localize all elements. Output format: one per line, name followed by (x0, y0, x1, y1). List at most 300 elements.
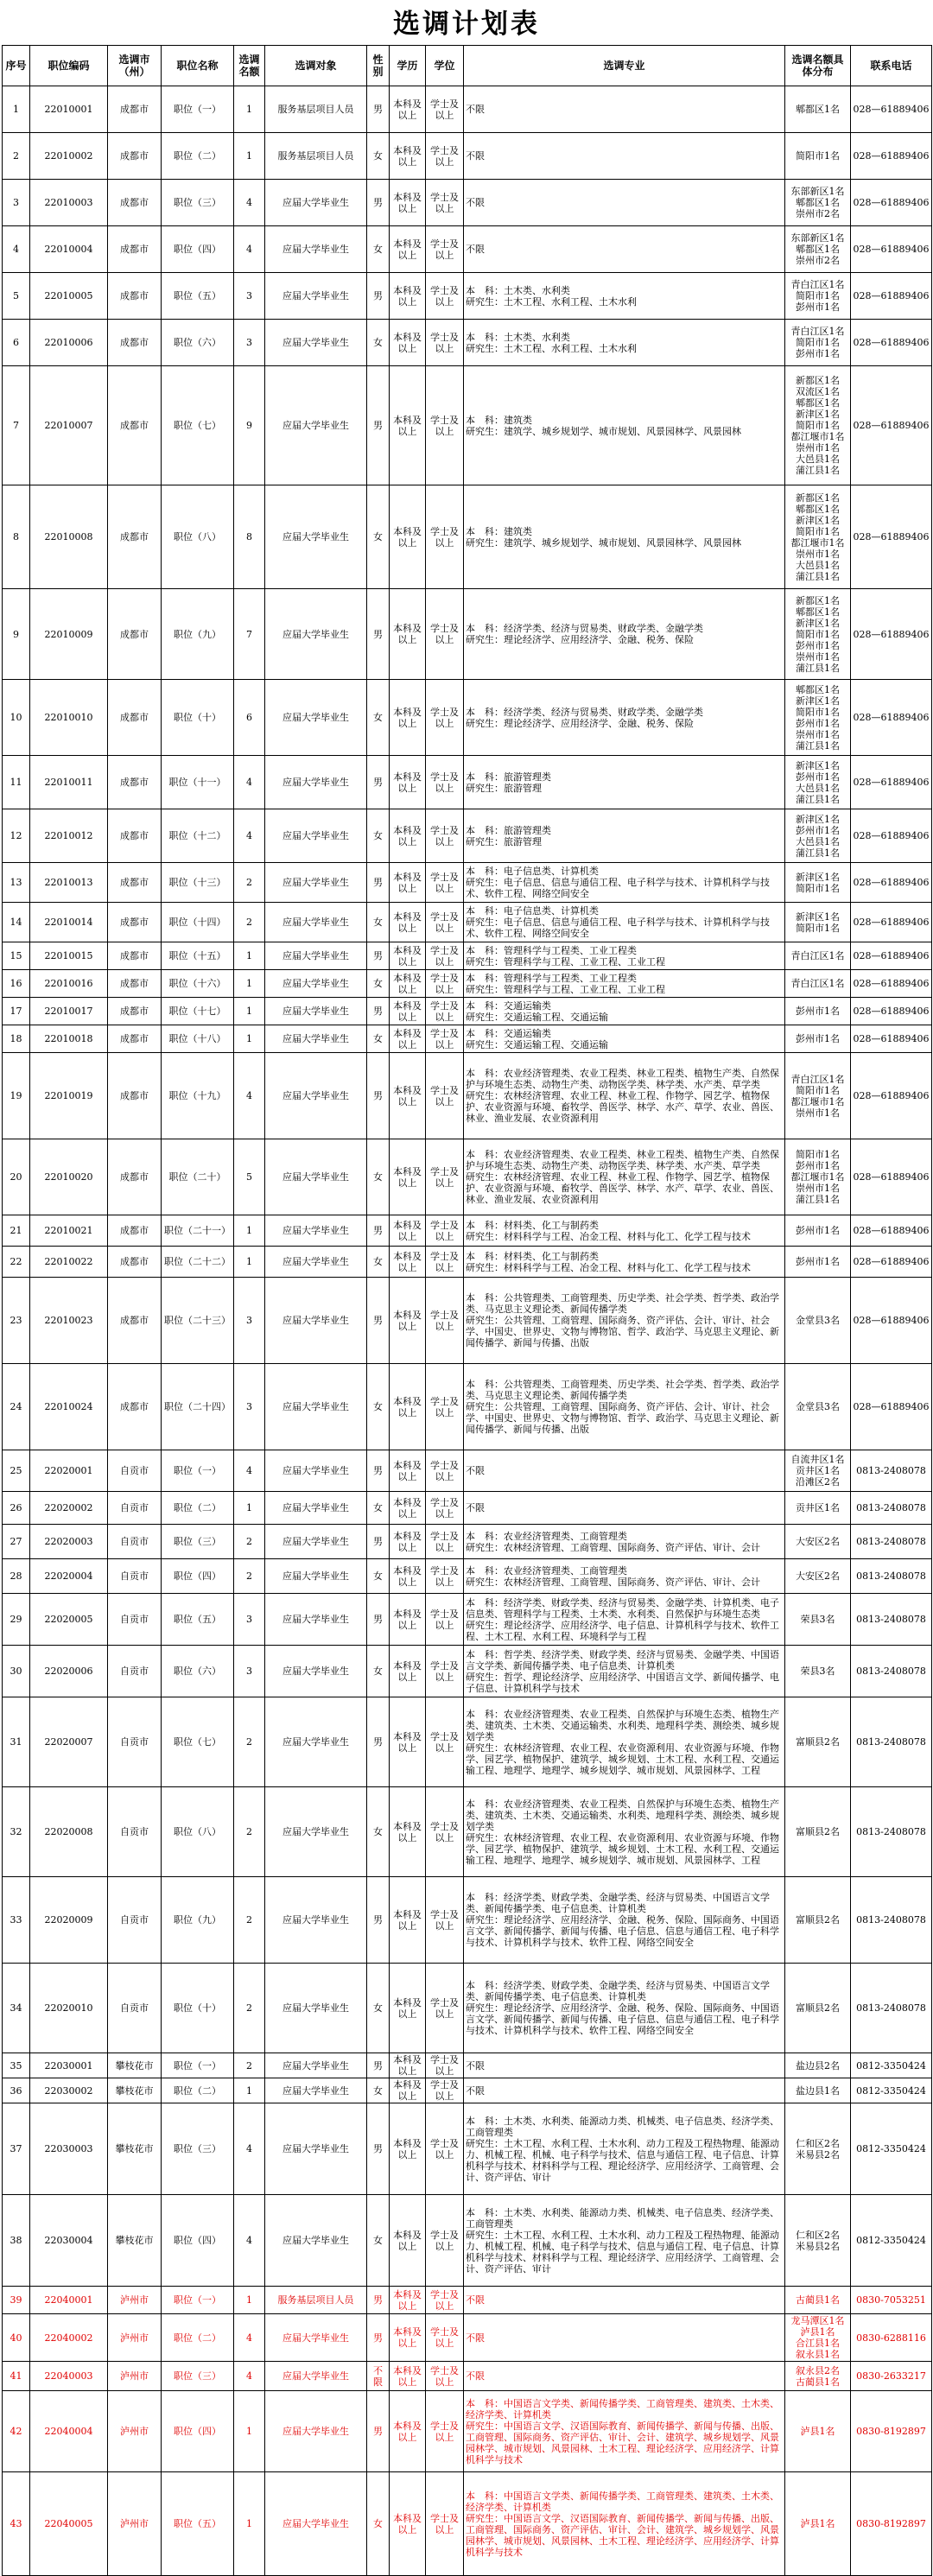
cell-row-no: 33 (3, 1877, 30, 1964)
cell-target: 应届大学毕业生 (265, 2362, 367, 2391)
header-sex: 性别 (367, 46, 390, 86)
cell-city: 自贡市 (108, 1646, 162, 1697)
cell-row-no: 23 (3, 1278, 30, 1364)
cell-major: 本 科：经济学类、财政学类、经济与贸易类、金融学类、计算机类、电子信息类、管理科学与工程类、土木类、水利类、自然保护与环境生态类 研究生：理论经济学、应用经济学、电子信息、计算机科学与技术、软件工程、土木工程、水利工程、环境科学与工程 (464, 1594, 785, 1646)
cell-distribution: 郫都区1名 (785, 86, 851, 133)
cell-quota: 3 (234, 1646, 265, 1697)
cell-education: 本科及以上 (390, 1450, 426, 1492)
cell-target: 应届大学毕业生 (265, 1450, 367, 1492)
cell-target: 应届大学毕业生 (265, 903, 367, 942)
cell-city: 自贡市 (108, 1525, 162, 1559)
cell-major: 不限 (464, 86, 785, 133)
cell-phone: 0830-8192897 (851, 2391, 932, 2472)
cell-major: 不限 (464, 2078, 785, 2103)
cell-position-code: 22010013 (30, 863, 108, 903)
table-row (3, 2287, 932, 2314)
cell-position-code: 22010021 (30, 1215, 108, 1247)
cell-degree: 学士及以上 (426, 998, 464, 1025)
cell-row-no: 26 (3, 1492, 30, 1525)
cell-row-no: 1 (3, 86, 30, 133)
cell-degree: 学士及以上 (426, 1278, 464, 1364)
table-row (3, 1697, 932, 1787)
cell-sex: 男 (367, 2391, 390, 2472)
cell-position-code: 22010015 (30, 942, 108, 970)
cell-sex: 男 (367, 273, 390, 320)
cell-degree: 学士及以上 (426, 2472, 464, 2576)
cell-degree: 学士及以上 (426, 1787, 464, 1877)
cell-phone: 0813-2408078 (851, 1646, 932, 1697)
cell-city: 泸州市 (108, 2472, 162, 2576)
cell-phone: 0813-2408078 (851, 1525, 932, 1559)
cell-row-no: 18 (3, 1025, 30, 1053)
cell-education: 本科及以上 (390, 756, 426, 809)
cell-city: 泸州市 (108, 2362, 162, 2391)
table-row (3, 1364, 932, 1450)
cell-position-code: 22010020 (30, 1139, 108, 1215)
cell-quota: 1 (234, 998, 265, 1025)
cell-target: 应届大学毕业生 (265, 1215, 367, 1247)
cell-position-code: 22010009 (30, 589, 108, 680)
cell-education: 本科及以上 (390, 226, 426, 273)
table-row (3, 1450, 932, 1492)
cell-row-no: 16 (3, 970, 30, 998)
cell-city: 成都市 (108, 485, 162, 589)
cell-position-name: 职位（五） (162, 1594, 234, 1646)
cell-distribution: 金堂县3名 (785, 1278, 851, 1364)
cell-sex: 男 (367, 589, 390, 680)
cell-phone: 028—61889406 (851, 970, 932, 998)
cell-degree: 学士及以上 (426, 226, 464, 273)
cell-sex: 女 (367, 1964, 390, 2053)
cell-position-code: 22040003 (30, 2362, 108, 2391)
cell-education: 本科及以上 (390, 2287, 426, 2314)
cell-phone: 0813-2408078 (851, 1787, 932, 1877)
cell-target: 应届大学毕业生 (265, 809, 367, 863)
cell-row-no: 42 (3, 2391, 30, 2472)
table-row (3, 756, 932, 809)
cell-city: 泸州市 (108, 2287, 162, 2314)
cell-education: 本科及以上 (390, 1525, 426, 1559)
cell-phone: 028—61889406 (851, 756, 932, 809)
cell-city: 攀枝花市 (108, 2078, 162, 2103)
cell-sex: 不限 (367, 2362, 390, 2391)
cell-position-name: 职位（二） (162, 2078, 234, 2103)
cell-target: 应届大学毕业生 (265, 2195, 367, 2287)
cell-distribution: 东部新区1名 郫都区1名 崇州市2名 (785, 226, 851, 273)
cell-education: 本科及以上 (390, 1559, 426, 1594)
cell-position-name: 职位（十八） (162, 1025, 234, 1053)
cell-distribution: 彭州市1名 (785, 1247, 851, 1278)
cell-target: 应届大学毕业生 (265, 2391, 367, 2472)
cell-distribution: 新津区1名 简阳市1名 (785, 863, 851, 903)
cell-row-no: 15 (3, 942, 30, 970)
cell-sex: 女 (367, 970, 390, 998)
cell-degree: 学士及以上 (426, 2053, 464, 2078)
cell-major: 不限 (464, 2287, 785, 2314)
table-row (3, 133, 932, 180)
cell-distribution: 新津区1名 简阳市1名 (785, 903, 851, 942)
cell-quota: 4 (234, 2195, 265, 2287)
cell-position-code: 22010008 (30, 485, 108, 589)
cell-degree: 学士及以上 (426, 756, 464, 809)
cell-sex: 女 (367, 2472, 390, 2576)
cell-quota: 1 (234, 1025, 265, 1053)
cell-position-name: 职位（三） (162, 180, 234, 226)
cell-city: 成都市 (108, 680, 162, 756)
cell-city: 自贡市 (108, 1450, 162, 1492)
cell-row-no: 10 (3, 680, 30, 756)
cell-distribution: 富顺县2名 (785, 1964, 851, 2053)
cell-degree: 学士及以上 (426, 1964, 464, 2053)
cell-education: 本科及以上 (390, 1278, 426, 1364)
cell-sex: 男 (367, 863, 390, 903)
table-row (3, 680, 932, 756)
table-row (3, 2195, 932, 2287)
cell-distribution: 简阳市1名 (785, 133, 851, 180)
cell-education: 本科及以上 (390, 2103, 426, 2195)
cell-major: 本 科：农业经济管理类、农业工程类、林业工程类、植物生产类、自然保护与环境生态类、动物生产类、动物医学类、林学类、水产类、草学类 研究生：农林经济管理、农业工程、林业工程、作物学、园艺学、植物保护、农业资源与环境、畜牧学、兽医学、林学、水产、草学、农业、兽医、林业、渔业发展、农业资源利用 (464, 1139, 785, 1215)
cell-position-name: 职位（十三） (162, 863, 234, 903)
cell-position-name: 职位（七） (162, 366, 234, 485)
cell-position-code: 22010010 (30, 680, 108, 756)
cell-major: 本 科：建筑类 研究生：建筑学、城乡规划学、城市规划、风景园林学、风景园林 (464, 485, 785, 589)
cell-education: 本科及以上 (390, 589, 426, 680)
cell-row-no: 3 (3, 180, 30, 226)
cell-degree: 学士及以上 (426, 1646, 464, 1697)
cell-education: 本科及以上 (390, 942, 426, 970)
cell-degree: 学士及以上 (426, 2314, 464, 2362)
cell-row-no: 6 (3, 320, 30, 366)
cell-quota: 3 (234, 1364, 265, 1450)
cell-city: 攀枝花市 (108, 2103, 162, 2195)
table-row (3, 1278, 932, 1364)
cell-position-name: 职位（一） (162, 2287, 234, 2314)
cell-distribution: 青白江区1名 (785, 970, 851, 998)
cell-target: 应届大学毕业生 (265, 1559, 367, 1594)
cell-phone: 028—61889406 (851, 86, 932, 133)
cell-position-code: 22030001 (30, 2053, 108, 2078)
cell-phone: 0813-2408078 (851, 1697, 932, 1787)
cell-position-name: 职位（二十一） (162, 1215, 234, 1247)
cell-position-code: 22010002 (30, 133, 108, 180)
cell-city: 成都市 (108, 970, 162, 998)
cell-position-name: 职位（四） (162, 1559, 234, 1594)
cell-quota: 8 (234, 485, 265, 589)
cell-sex: 女 (367, 1247, 390, 1278)
cell-education: 本科及以上 (390, 2053, 426, 2078)
table-row (3, 1139, 932, 1215)
cell-phone: 0813-2408078 (851, 1964, 932, 2053)
cell-phone: 028—61889406 (851, 680, 932, 756)
cell-city: 成都市 (108, 133, 162, 180)
cell-sex: 女 (367, 226, 390, 273)
cell-city: 成都市 (108, 1215, 162, 1247)
cell-major: 本 科：交通运输类 研究生：交通运输工程、交通运输 (464, 1025, 785, 1053)
cell-major: 本 科：经济学类、财政学类、金融学类、经济与贸易类、中国语言文学类、新闻传播学类、电子信息类、计算机类 研究生：理论经济学、应用经济学、金融、税务、保险、国际商务、中国语言文学、新闻传播学、新闻与传播、电子信息、信息与通信工程、电子科学与技术、计算机科学与技术、软件工程、网络空间安全 (464, 1964, 785, 2053)
cell-distribution: 彭州市1名 (785, 998, 851, 1025)
cell-quota: 2 (234, 863, 265, 903)
table-row (3, 180, 932, 226)
cell-sex: 女 (367, 1139, 390, 1215)
cell-position-name: 职位（四） (162, 2195, 234, 2287)
cell-phone: 0830-2633217 (851, 2362, 932, 2391)
cell-sex: 男 (367, 1278, 390, 1364)
cell-quota: 3 (234, 1278, 265, 1364)
cell-degree: 学士及以上 (426, 1215, 464, 1247)
cell-quota: 3 (234, 273, 265, 320)
cell-position-code: 22010022 (30, 1247, 108, 1278)
cell-quota: 2 (234, 1877, 265, 1964)
cell-phone: 028—61889406 (851, 1278, 932, 1364)
cell-distribution: 盐边县2名 (785, 2053, 851, 2078)
cell-sex: 男 (367, 998, 390, 1025)
cell-quota: 2 (234, 2053, 265, 2078)
cell-quota: 4 (234, 2314, 265, 2362)
cell-quota: 4 (234, 756, 265, 809)
cell-city: 成都市 (108, 998, 162, 1025)
cell-city: 自贡市 (108, 1877, 162, 1964)
cell-city: 自贡市 (108, 1559, 162, 1594)
cell-quota: 2 (234, 1525, 265, 1559)
cell-row-no: 14 (3, 903, 30, 942)
cell-degree: 学士及以上 (426, 180, 464, 226)
cell-education: 本科及以上 (390, 2391, 426, 2472)
cell-degree: 学士及以上 (426, 903, 464, 942)
cell-quota: 1 (234, 942, 265, 970)
cell-position-code: 22020010 (30, 1964, 108, 2053)
cell-position-code: 22010016 (30, 970, 108, 998)
cell-education: 本科及以上 (390, 1492, 426, 1525)
table-row (3, 970, 932, 998)
cell-education: 本科及以上 (390, 1594, 426, 1646)
table-row (3, 1525, 932, 1559)
cell-major: 本 科：土木类、水利类、能源动力类、机械类、电子信息类、经济学类、工商管理类 研究生：土木工程、水利工程、土木水利、动力工程及工程热物理、能源动力、机械工程、机械、电子科学与技术、信息与通信工程、电子信息、计算机科学与技术、材料科学与工程、理论经济学、应用经济学、工商管理、会计、资产评估、审计 (464, 2195, 785, 2287)
cell-row-no: 13 (3, 863, 30, 903)
cell-degree: 学士及以上 (426, 86, 464, 133)
table-row (3, 1646, 932, 1697)
cell-row-no: 40 (3, 2314, 30, 2362)
table-row (3, 1025, 932, 1053)
cell-phone: 0813-2408078 (851, 1450, 932, 1492)
cell-quota: 4 (234, 809, 265, 863)
header-phone: 联系电话 (851, 46, 932, 86)
table-row (3, 2362, 932, 2391)
cell-sex: 男 (367, 1053, 390, 1139)
cell-education: 本科及以上 (390, 1646, 426, 1697)
cell-degree: 学士及以上 (426, 680, 464, 756)
cell-position-name: 职位（十） (162, 680, 234, 756)
cell-target: 应届大学毕业生 (265, 1594, 367, 1646)
cell-quota: 2 (234, 1964, 265, 2053)
cell-distribution: 新津区1名 彭州市1名 大邑县1名 蒲江县1名 (785, 756, 851, 809)
cell-position-code: 22020006 (30, 1646, 108, 1697)
cell-distribution: 青白江区1名 简阳市1名 都江堰市1名 崇州市1名 (785, 1053, 851, 1139)
cell-target: 应届大学毕业生 (265, 756, 367, 809)
cell-position-code: 22020007 (30, 1697, 108, 1787)
table-row (3, 226, 932, 273)
cell-degree: 学士及以上 (426, 809, 464, 863)
cell-row-no: 29 (3, 1594, 30, 1646)
cell-education: 本科及以上 (390, 903, 426, 942)
cell-quota: 1 (234, 2472, 265, 2576)
cell-quota: 1 (234, 2287, 265, 2314)
cell-position-code: 22020003 (30, 1525, 108, 1559)
cell-target: 应届大学毕业生 (265, 2103, 367, 2195)
cell-quota: 4 (234, 1450, 265, 1492)
cell-position-code: 22020009 (30, 1877, 108, 1964)
cell-quota: 4 (234, 2362, 265, 2391)
cell-phone: 0830-7053251 (851, 2287, 932, 2314)
cell-phone: 0812-3350424 (851, 2103, 932, 2195)
header-city: 选调市（州） (108, 46, 162, 86)
cell-distribution: 叙永县2名 古蔺县1名 (785, 2362, 851, 2391)
cell-degree: 学士及以上 (426, 1139, 464, 1215)
table-row (3, 366, 932, 485)
cell-city: 成都市 (108, 1278, 162, 1364)
table-row (3, 942, 932, 970)
table-row (3, 86, 932, 133)
cell-distribution: 盐边县1名 (785, 2078, 851, 2103)
cell-target: 应届大学毕业生 (265, 180, 367, 226)
cell-distribution: 新都区1名 双流区1名 郫都区1名 新津区1名 简阳市1名 都江堰市1名 崇州市1名 大邑县1名 蒲江县1名 (785, 366, 851, 485)
cell-target: 应届大学毕业生 (265, 2472, 367, 2576)
cell-distribution: 富顺县2名 (785, 1877, 851, 1964)
cell-city: 泸州市 (108, 2314, 162, 2362)
table-row (3, 998, 932, 1025)
cell-sex: 男 (367, 180, 390, 226)
cell-target: 应届大学毕业生 (265, 1364, 367, 1450)
cell-target: 应届大学毕业生 (265, 1025, 367, 1053)
cell-position-code: 22020008 (30, 1787, 108, 1877)
cell-education: 本科及以上 (390, 1787, 426, 1877)
cell-row-no: 24 (3, 1364, 30, 1450)
cell-row-no: 4 (3, 226, 30, 273)
cell-major: 本 科：经济学类、财政学类、金融学类、经济与贸易类、中国语言文学类、新闻传播学类、电子信息类、计算机类 研究生：理论经济学、应用经济学、金融、税务、保险、国际商务、中国语言文学、新闻传播学、新闻与传播、电子信息、信息与通信工程、电子科学与技术、计算机科学与技术、软件工程、网络空间安全 (464, 1877, 785, 1964)
cell-target: 应届大学毕业生 (265, 970, 367, 998)
cell-major: 不限 (464, 2053, 785, 2078)
cell-position-name: 职位（八） (162, 485, 234, 589)
cell-row-no: 37 (3, 2103, 30, 2195)
table-row (3, 1787, 932, 1877)
cell-position-code: 22040001 (30, 2287, 108, 2314)
cell-quota: 1 (234, 2391, 265, 2472)
cell-phone: 0813-2408078 (851, 1594, 932, 1646)
cell-major: 本 科：土木类、水利类 研究生：土木工程、水利工程、土木水利 (464, 320, 785, 366)
cell-sex: 女 (367, 680, 390, 756)
cell-city: 成都市 (108, 1364, 162, 1450)
cell-row-no: 32 (3, 1787, 30, 1877)
cell-distribution: 龙马潭区1名 泸县1名 合江县1名 叙永县1名 (785, 2314, 851, 2362)
cell-major: 本 科：材料类、化工与制药类 研究生：材料科学与工程、冶金工程、材料与化工、化学工程与技术 (464, 1215, 785, 1247)
cell-target: 应届大学毕业生 (265, 1787, 367, 1877)
cell-phone: 028—61889406 (851, 903, 932, 942)
cell-quota: 4 (234, 1053, 265, 1139)
plan-table (2, 45, 932, 2576)
cell-phone: 0830-6288116 (851, 2314, 932, 2362)
page (2, 0, 931, 2576)
cell-sex: 女 (367, 1559, 390, 1594)
cell-sex: 男 (367, 86, 390, 133)
cell-education: 本科及以上 (390, 1247, 426, 1278)
cell-phone: 028—61889406 (851, 485, 932, 589)
cell-position-code: 22030002 (30, 2078, 108, 2103)
cell-city: 自贡市 (108, 1697, 162, 1787)
cell-position-name: 职位（九） (162, 1877, 234, 1964)
cell-major: 本 科：农业经济管理类、农业工程类、林业工程类、植物生产类、自然保护与环境生态类、动物生产类、动物医学类、林学类、水产类、草学类 研究生：农林经济管理、农业工程、林业工程、作物学、园艺学、植物保护、农业资源与环境、畜牧学、兽医学、林学、水产、草学、农业、兽医、林业、渔业发展、农业资源利用 (464, 1053, 785, 1139)
table-row (3, 1559, 932, 1594)
cell-city: 成都市 (108, 903, 162, 942)
cell-row-no: 5 (3, 273, 30, 320)
cell-degree: 学士及以上 (426, 366, 464, 485)
table-row (3, 903, 932, 942)
cell-major: 本 科：旅游管理类 研究生：旅游管理 (464, 809, 785, 863)
cell-sex: 男 (367, 1450, 390, 1492)
table-row (3, 809, 932, 863)
cell-row-no: 19 (3, 1053, 30, 1139)
cell-education: 本科及以上 (390, 320, 426, 366)
cell-education: 本科及以上 (390, 680, 426, 756)
cell-sex: 男 (367, 756, 390, 809)
cell-target: 应届大学毕业生 (265, 942, 367, 970)
cell-quota: 1 (234, 1247, 265, 1278)
cell-position-name: 职位（九） (162, 589, 234, 680)
cell-degree: 学士及以上 (426, 1364, 464, 1450)
cell-position-name: 职位（二） (162, 1492, 234, 1525)
cell-education: 本科及以上 (390, 2472, 426, 2576)
cell-quota: 1 (234, 1492, 265, 1525)
cell-target: 应届大学毕业生 (265, 1053, 367, 1139)
cell-position-name: 职位（六） (162, 1646, 234, 1697)
cell-position-name: 职位（十九） (162, 1053, 234, 1139)
cell-education: 本科及以上 (390, 1364, 426, 1450)
cell-education: 本科及以上 (390, 1025, 426, 1053)
cell-phone: 028—61889406 (851, 226, 932, 273)
cell-education: 本科及以上 (390, 2314, 426, 2362)
cell-city: 攀枝花市 (108, 2053, 162, 2078)
cell-sex: 男 (367, 1697, 390, 1787)
cell-major: 本 科：哲学类、经济学类、财政学类、经济与贸易类、金融学类、中国语言文学类、新闻传播学类、电子信息类、计算机类 研究生：哲学、理论经济学、应用经济学、中国语言文学、新闻传播学、电子信息、计算机科学与技术 (464, 1646, 785, 1697)
cell-phone: 0813-2408078 (851, 1492, 932, 1525)
cell-phone: 028—61889406 (851, 1139, 932, 1215)
cell-phone: 028—61889406 (851, 1025, 932, 1053)
cell-position-name: 职位（七） (162, 1697, 234, 1787)
cell-distribution: 富顺县2名 (785, 1787, 851, 1877)
cell-sex: 女 (367, 485, 390, 589)
cell-distribution: 泸县1名 (785, 2391, 851, 2472)
cell-education: 本科及以上 (390, 809, 426, 863)
cell-position-code: 22010006 (30, 320, 108, 366)
table-row (3, 485, 932, 589)
cell-degree: 学士及以上 (426, 942, 464, 970)
cell-row-no: 39 (3, 2287, 30, 2314)
cell-row-no: 25 (3, 1450, 30, 1492)
cell-degree: 学士及以上 (426, 273, 464, 320)
cell-sex: 女 (367, 1492, 390, 1525)
cell-education: 本科及以上 (390, 133, 426, 180)
cell-sex: 男 (367, 2287, 390, 2314)
cell-row-no: 35 (3, 2053, 30, 2078)
cell-target: 应届大学毕业生 (265, 1877, 367, 1964)
cell-major: 本 科：中国语言文学类、新闻传播学类、工商管理类、建筑类、土木类、经济学类、计算机类 研究生：中国语言文学、汉语国际教育、新闻传播学、新闻与传播、出版、工商管理、国际商务、资产评估、审计、会计、建筑学、城乡规划学、风景园林学、城市规划、风景园林、土木工程、理论经济学、应用经济学、计算机科学与技术 (464, 2472, 785, 2576)
cell-target: 应届大学毕业生 (265, 2078, 367, 2103)
cell-phone: 0813-2408078 (851, 1877, 932, 1964)
cell-phone: 028—61889406 (851, 809, 932, 863)
cell-education: 本科及以上 (390, 970, 426, 998)
table-row (3, 2472, 932, 2576)
cell-major: 本 科：电子信息类、计算机类 研究生：电子信息、信息与通信工程、电子科学与技术、计算机科学与技术、软件工程、网络空间安全 (464, 903, 785, 942)
cell-target: 应届大学毕业生 (265, 680, 367, 756)
cell-city: 自贡市 (108, 1594, 162, 1646)
